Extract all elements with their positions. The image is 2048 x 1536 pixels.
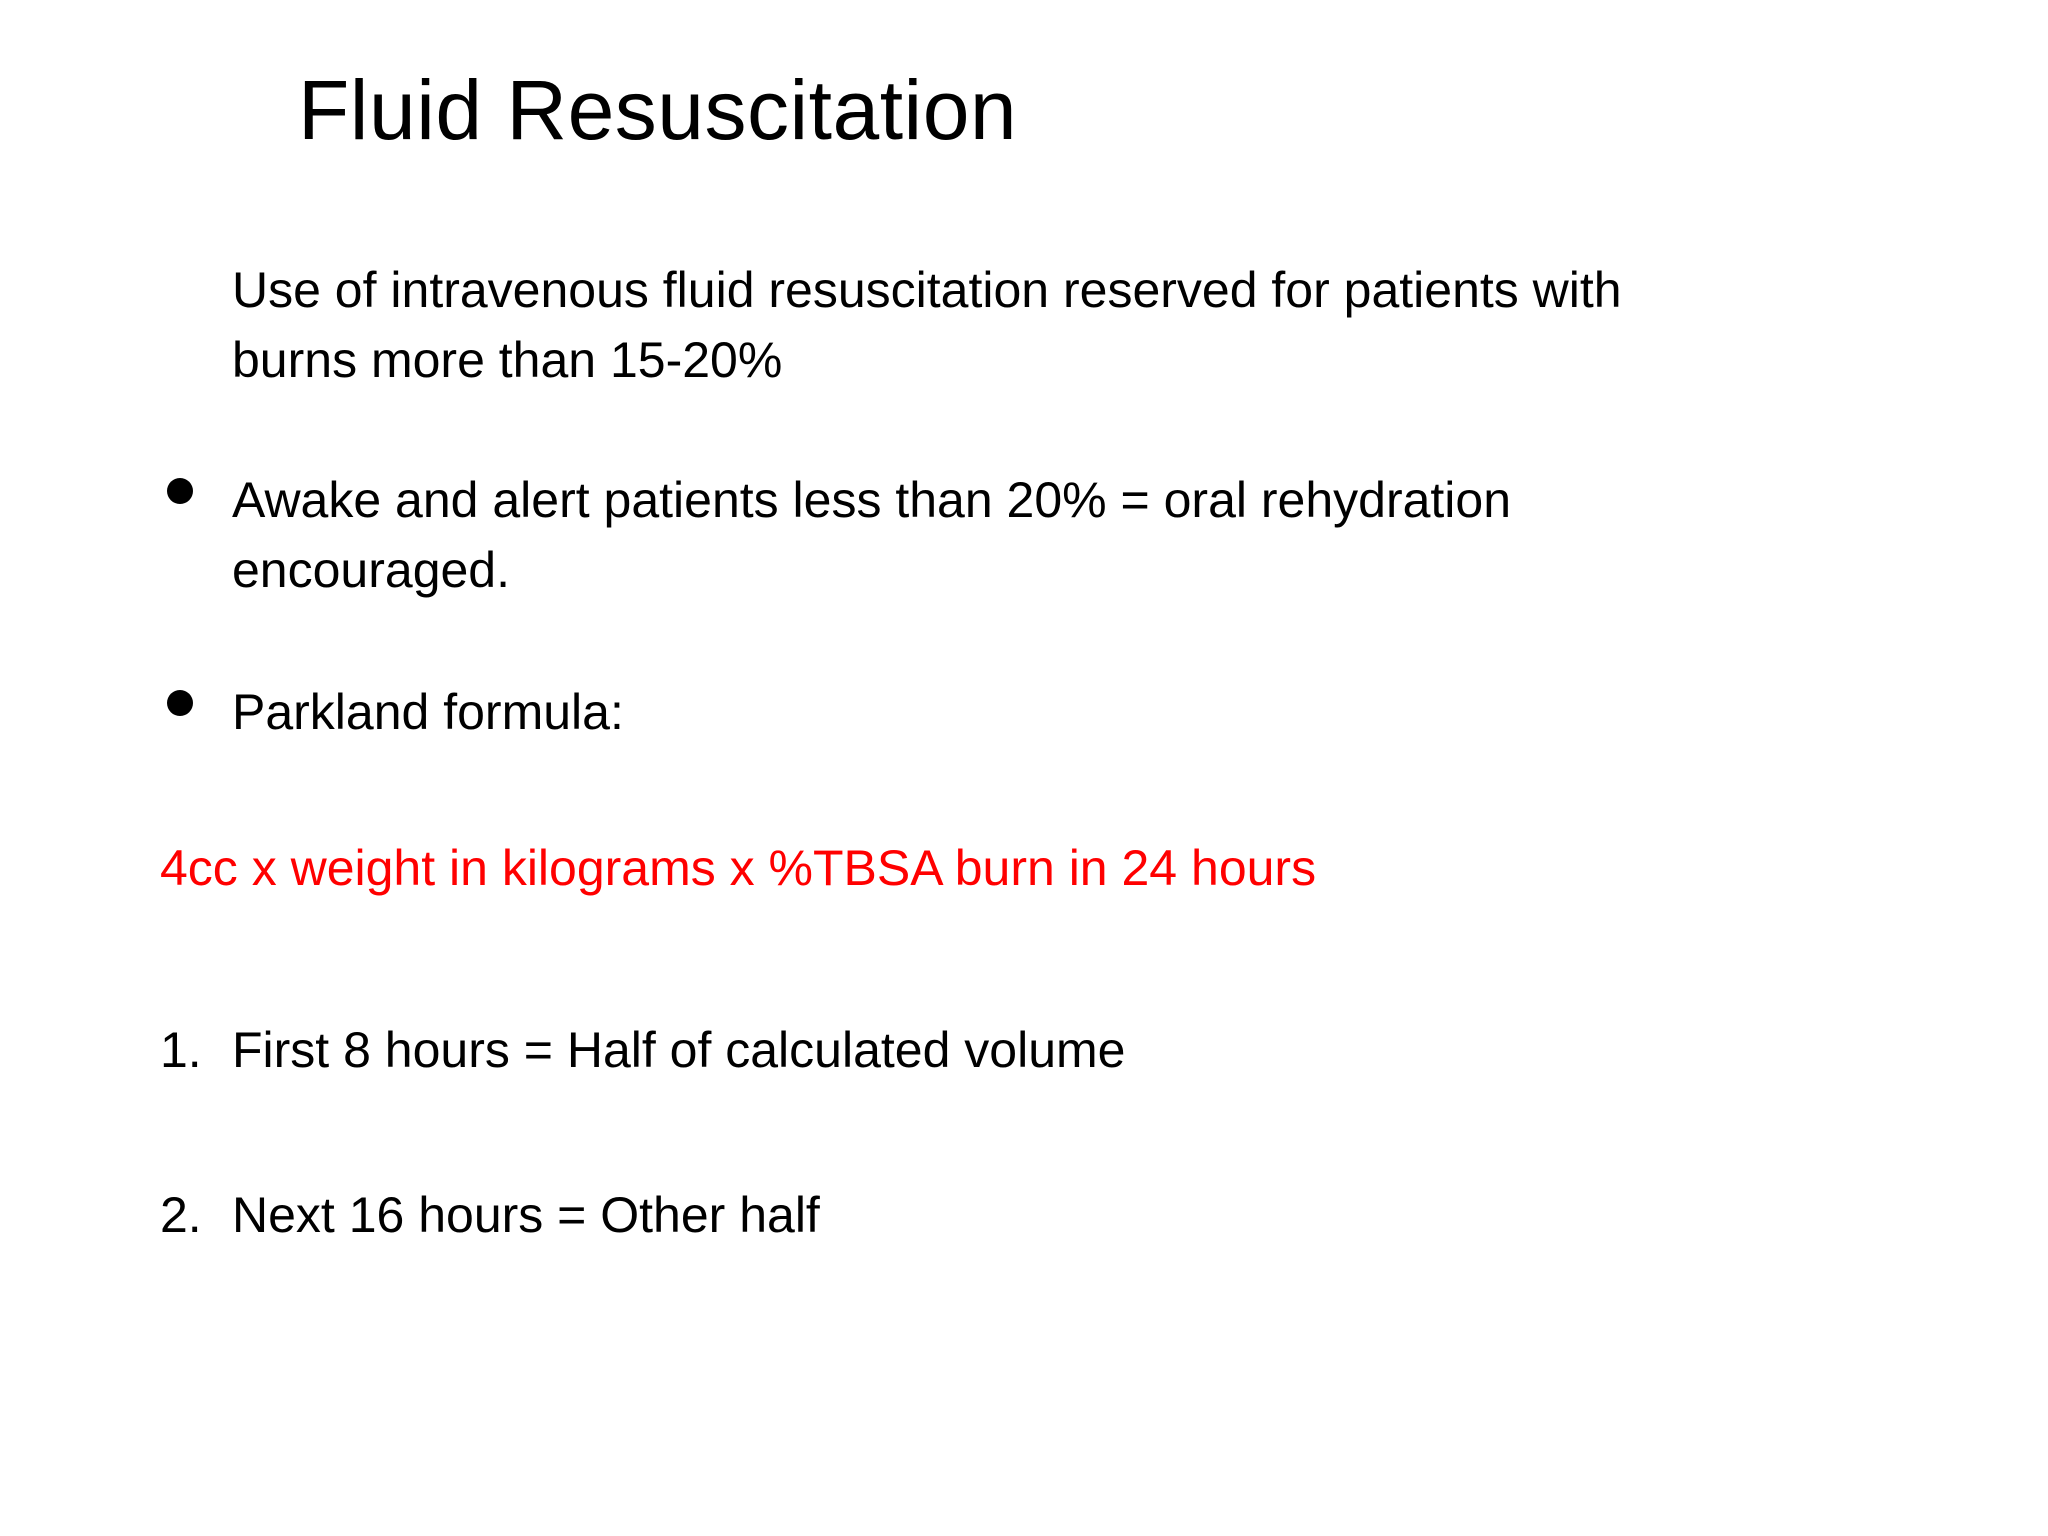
step-1-number: 1. [160,1022,202,1078]
step-1-text: First 8 hours = Half of calculated volume [232,1022,1126,1078]
parkland-formula-text: 4cc x weight in kilograms x %TBSA burn in 24 hours [160,840,1317,896]
bullet-1-line-2: encouraged. [232,542,511,598]
bullet-item-oral-rehydration [232,465,1511,605]
bullet-1-line-1: Awake and alert patients less than 20% = oral rehydration [232,472,1512,528]
slide-title: Fluid Resuscitation [298,63,1018,157]
step-2-text: Next 16 hours = Other half [232,1187,820,1243]
bullet-item-parkland-formula [232,677,624,747]
bullet-2-line-1: Parkland formula: [232,684,624,740]
bullet-dot-icon [167,478,193,504]
bullet-dot-icon [167,690,193,716]
step-2-number: 2. [160,1187,202,1243]
intro-line-2: burns more than 15-20% [232,332,783,388]
intro-paragraph [232,255,1622,395]
intro-line-1: Use of intravenous fluid resuscitation reserved for patients with [232,262,1622,318]
